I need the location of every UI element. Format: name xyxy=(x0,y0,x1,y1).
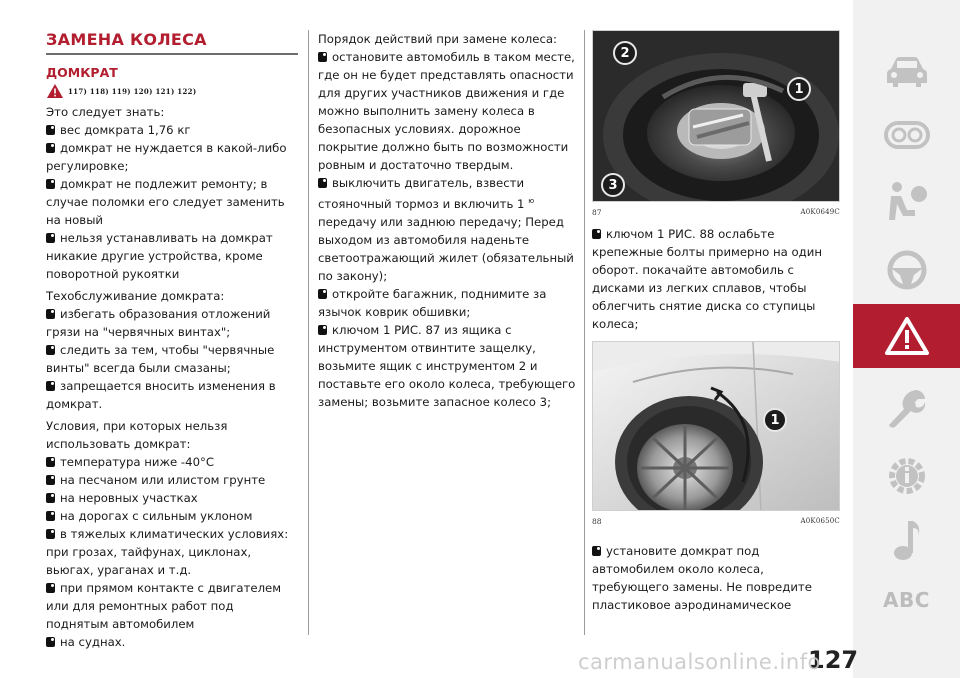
bullet-icon xyxy=(46,637,55,647)
warning-triangle-icon xyxy=(884,316,930,356)
bullet-icon xyxy=(46,125,55,135)
list-item: запрещается вносить изменения в домкрат. xyxy=(46,379,276,411)
sidebar-item-multimedia[interactable] xyxy=(853,510,960,570)
maintenance-heading: Техобслуживание домкрата: xyxy=(46,289,225,303)
wrench-icon xyxy=(886,387,928,429)
column-divider xyxy=(308,30,309,635)
figure-code: A0K0650C xyxy=(800,517,840,525)
list-item: вес домкрата 1,76 кг xyxy=(46,121,298,139)
intro-text: Это следует знать: xyxy=(46,105,165,119)
list-item: откройте багажник, поднимите за язычок коврик обшивки; xyxy=(318,286,547,319)
list-item: на неровных участках xyxy=(46,489,298,507)
bullet-icon xyxy=(46,457,55,467)
abc-index-label: ABC xyxy=(883,588,930,612)
sidebar-item-maintenance[interactable] xyxy=(853,376,960,440)
list-item: на суднах. xyxy=(46,633,298,651)
list-item: в тяжелых климатических условиях: при грозах, тайфунах, циклонах, вьюгах, ураганах и т.д. xyxy=(46,527,289,577)
bullet-icon xyxy=(592,229,601,239)
figure-number: 87 xyxy=(592,208,602,217)
bullet-icon xyxy=(46,493,55,503)
bullet-icon xyxy=(46,381,55,391)
left-column xyxy=(46,30,298,651)
list-item: на дорогах с сильным уклоном xyxy=(46,507,298,525)
bullet-icon xyxy=(46,143,55,153)
bullet-icon xyxy=(318,325,327,335)
figure-87-spare-wheel xyxy=(592,30,840,202)
callout-1: 1 xyxy=(787,77,811,101)
warning-references: 117) 118) 119) 120) 121) 122) xyxy=(68,86,197,96)
list-item: домкрат не подлежит ремонту; в случае поломки его следует заменить на новый xyxy=(46,177,285,227)
sidebar-item-dashboard[interactable] xyxy=(853,105,960,165)
bullet-icon xyxy=(318,289,327,299)
bullet-icon xyxy=(46,345,55,355)
bullet-icon xyxy=(46,475,55,485)
subsection-title: ДОМКРАТ xyxy=(46,65,118,80)
bullet-icon xyxy=(46,583,55,593)
dashboard-icon xyxy=(884,119,930,151)
list-item: установите домкрат под автомобилем около колеса, требующего замены. Не повредите пластиковое аэродинамическое xyxy=(592,544,812,612)
figure-caption xyxy=(592,517,840,526)
callout-1: 1 xyxy=(763,408,787,432)
callout-2: 2 xyxy=(613,41,637,65)
page-number: 127 xyxy=(808,646,859,674)
list-item: нельзя устанавливать на домкрат никакие другие устройства, кроме поворотной рукоятки xyxy=(46,231,273,281)
music-note-icon xyxy=(890,518,924,562)
list-item: ключом 1 РИС. 87 из ящика с инструментом отвинтите защелку, возьмите ящик с инструментом 2 и поставьте его около колеса, требующего замены; возьмите запасное колесо 3; xyxy=(318,322,576,409)
watermark: carmanualsonline.info xyxy=(578,650,821,674)
bullet-icon xyxy=(46,179,55,189)
list-item: на песчаном или илистом грунте xyxy=(46,471,298,489)
gear-info-icon xyxy=(885,454,929,498)
bullet-icon xyxy=(46,233,55,243)
bullet-icon xyxy=(46,309,55,319)
airbag-icon xyxy=(885,180,929,224)
column-divider xyxy=(584,30,585,635)
sidebar-item-safety[interactable] xyxy=(853,172,960,232)
warning-row xyxy=(46,83,298,99)
bullet-icon xyxy=(318,52,327,62)
chapter-sidebar xyxy=(853,0,960,678)
steering-wheel-icon xyxy=(886,249,928,291)
figure-number: 88 xyxy=(592,517,602,526)
list-item: ключом 1 РИС. 88 ослабьте крепежные болты примерно на один оборот. покачайте автомобиль с дисками из легких сплавов, чтобы облегчить снятие диска со ступицы колеса; xyxy=(592,227,822,331)
conditions-heading: Условия, при которых нельзя использовать домкрат: xyxy=(46,419,228,451)
section-title: ЗАМЕНА КОЛЕСА xyxy=(46,30,298,55)
sidebar-item-index[interactable] xyxy=(853,580,960,620)
list-item: остановите автомобиль в таком месте, где он не будет представлять опасности для других участников движения и где можно выполнить замену колеса в безопасных условиях. дорожное покрытие должно быть по возможности ровным и достаточно твердым. xyxy=(318,50,575,172)
procedure-heading: Порядок действий при замене колеса: xyxy=(318,32,557,46)
list-item: при прямом контакте с двигателем или для ремонтных работ под поднятым автомобилем xyxy=(46,581,282,631)
bullet-icon xyxy=(318,178,327,188)
figure-88-wheel-bolts xyxy=(592,341,840,511)
list-item: выключить двигатель, взвести стояночный тормоз и включить 1 $^ю$ передачу или заднюю передачу; Перед выходом из автомобиля наденьте светоотражающий жилет (обязательный по закону); xyxy=(318,176,574,283)
figure-code: A0K0649C xyxy=(800,208,840,216)
bullet-icon xyxy=(592,546,601,556)
middle-column xyxy=(318,30,576,411)
list-item: температура ниже -40°C xyxy=(46,453,298,471)
list-item: избегать образования отложений грязи на "червячных винтах"; xyxy=(46,307,271,339)
sidebar-item-car[interactable] xyxy=(853,42,960,102)
figure-caption xyxy=(592,208,840,217)
car-icon xyxy=(885,55,929,89)
list-item: домкрат не нуждается в какой-либо регулировке; xyxy=(46,141,287,173)
bullet-icon xyxy=(46,529,55,539)
car-wheel-illustration xyxy=(593,342,840,511)
bullet-icon xyxy=(46,511,55,521)
callout-3: 3 xyxy=(601,173,625,197)
list-item: следить за тем, чтобы "червячные винты" всегда были смазаны; xyxy=(46,343,275,375)
sidebar-item-technical-data[interactable] xyxy=(853,444,960,508)
sidebar-item-driving[interactable] xyxy=(853,240,960,300)
sidebar-item-emergency[interactable] xyxy=(853,304,960,368)
warning-triangle-icon xyxy=(46,83,64,99)
right-column xyxy=(592,30,840,614)
